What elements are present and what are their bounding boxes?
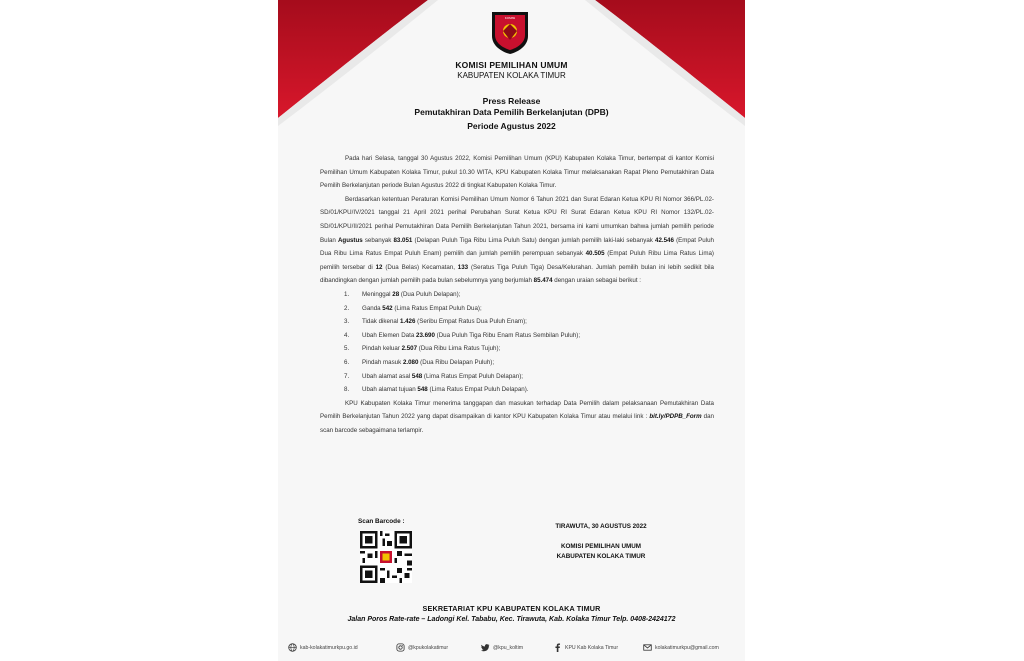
list-item: 1. Meninggal 28 (Dua Puluh Delapan);: [344, 290, 461, 298]
feedback-form-link[interactable]: bit.ly/PDPB_Form: [649, 413, 702, 421]
paragraph-voter-count: Berdasarkan ketentuan Peraturan Komisi Pemilihan Umum Nomor 6 Tahun 2021 dan Surat Edaran Ketua KPU RI Nomor 366/PL.02-SD/01/KPU/IV/2021 tanggal 21 April 2021 perihal Perubahan Surat Ketua KPU RI Surat Edaran Ketua KPU RI Nomor 132/PL.02-SD/01/KPU/II/2021 perihal Pemutakhiran Data Pemilih Berkelanjutan Tahun 2021, bersama ini kami umumkan bahwa jumlah pemilih periode Bulan Agustus sebanyak 83.051 (Delapan Puluh Tiga Ribu Lima Puluh Satu) dengan jumlah pemilih laki-laki sebanyak 42.546 (Empat Puluh Dua Ribu Lima Ratus Empat Puluh Enam) pemilih dan jumlah pemilih perempuan sebanyak 40.505 (Empat Puluh Ribu Lima Ratus Lima) pemilih tersebar di 12 (Dua Belas) Kecamatan, 133 (Seratus Tiga Puluh Tiga) Desa/Kelurahan. Jumlah pemilih bulan ini lebih sedikit bila dibandingkan dengan jumlah pemilih pada bulan sebelumnya yang berjumlah 85.474 dengan uraian sebagai berikut :: [320, 195, 714, 285]
list-item: 7. Ubah alamat asal 548 (Lima Ratus Empat Puluh Delapan);: [344, 372, 523, 380]
list-item: 4. Ubah Elemen Data 23.690 (Dua Puluh Tiga Ribu Enam Ratus Sembilan Puluh);: [344, 331, 581, 339]
instagram-icon: [396, 643, 405, 652]
scan-barcode-label: Scan Barcode :: [358, 518, 405, 525]
list-item: 5. Pindah keluar 2.507 (Dua Ribu Lima Ratus Tujuh);: [344, 345, 501, 353]
web-icon: [288, 643, 297, 652]
list-item: 2. Ganda 542 (Lima Ratus Empat Puluh Dua);: [344, 304, 482, 312]
paragraph-intro: Pada hari Selasa, tanggal 30 Agustus 2022, Komisi Pemilihan Umum (KPU) Kabupaten Kolaka Timur, bertempat di kantor Komisi Pemilihan Umum Kabupaten Kolaka Timur, pukul 10.30 WITA, KPU Kabupaten Kolaka Timur melaksanakan Rapat Pleno Pemutakhiran Data Pemilih Berkelanjutan periode Bulan Agustus 2022 di tingkat Kabupaten Kolaka Timur.: [320, 155, 714, 190]
paragraph-feedback: KPU Kabupaten Kolaka Timur menerima tanggapan dan masukan terhadap Data Pemilih dalam pelaksanaan Pemutakhiran Data Pemilih Berkelanjutan Tahun 2022 yang dapat disampaikan di kantor KPU Kabupaten Kolaka Timur atau melalui link : bit.ly/PDPB_Form dan scan barcode sebagaimana terlampir.: [320, 399, 714, 434]
social-twitter[interactable]: @kpu_koltim: [481, 643, 523, 652]
org-name: KOMISI PEMILIHAN UMUM: [455, 60, 568, 70]
change-breakdown-list: [320, 288, 714, 397]
social-facebook[interactable]: KPU Kab Kolaka Timur: [553, 643, 618, 652]
qr-code[interactable]: [360, 531, 412, 583]
svg-text:KOMISI: KOMISI: [504, 16, 516, 20]
signature-place-date: TIRAWUTA, 30 AGUSTUS 2022: [555, 523, 647, 530]
social-instagram[interactable]: @kpukolakatimur: [396, 643, 448, 652]
press-release-period: Periode Agustus 2022: [467, 121, 556, 131]
footer-address: Jalan Poros Rate-rate – Ladongi Kel. Tababu, Kec. Tirawuta, Kab. Kolaka Timur Telp. 0408-2424172: [347, 616, 676, 623]
press-release-title: Press Release: [482, 96, 541, 106]
twitter-icon: [481, 643, 490, 652]
press-release-body: [320, 152, 714, 437]
kpu-logo: [490, 10, 530, 54]
list-item: 8. Ubah alamat tujuan 548 (Lima Ratus Empat Puluh Delapan).: [344, 386, 529, 394]
press-release-subject: Pemutakhiran Data Pemilih Berkelanjutan (DPB): [414, 107, 609, 117]
facebook-icon: [553, 643, 562, 652]
signature-org-line1: KOMISI PEMILIHAN UMUM: [560, 543, 642, 550]
footer-secretariat: SEKRETARIAT KPU KABUPATEN KOLAKA TIMUR: [422, 604, 601, 613]
social-website[interactable]: kab-kolakatimurkpu.go.id: [288, 643, 358, 652]
list-item: 3. Tidak dikenal 1.426 (Seribu Empat Ratus Dua Puluh Enam);: [344, 318, 527, 326]
mail-icon: [643, 643, 652, 652]
footer-socials: [288, 643, 745, 655]
social-email[interactable]: kolakatimurkpu@gmail.com: [643, 643, 719, 652]
press-release-page: [278, 0, 745, 661]
list-item: 6. Pindah masuk 2.080 (Dua Ribu Delapan Puluh);: [344, 358, 495, 366]
signature-org-line2: KABUPATEN KOLAKA TIMUR: [556, 553, 646, 560]
org-region: KABUPATEN KOLAKA TIMUR: [457, 71, 566, 80]
